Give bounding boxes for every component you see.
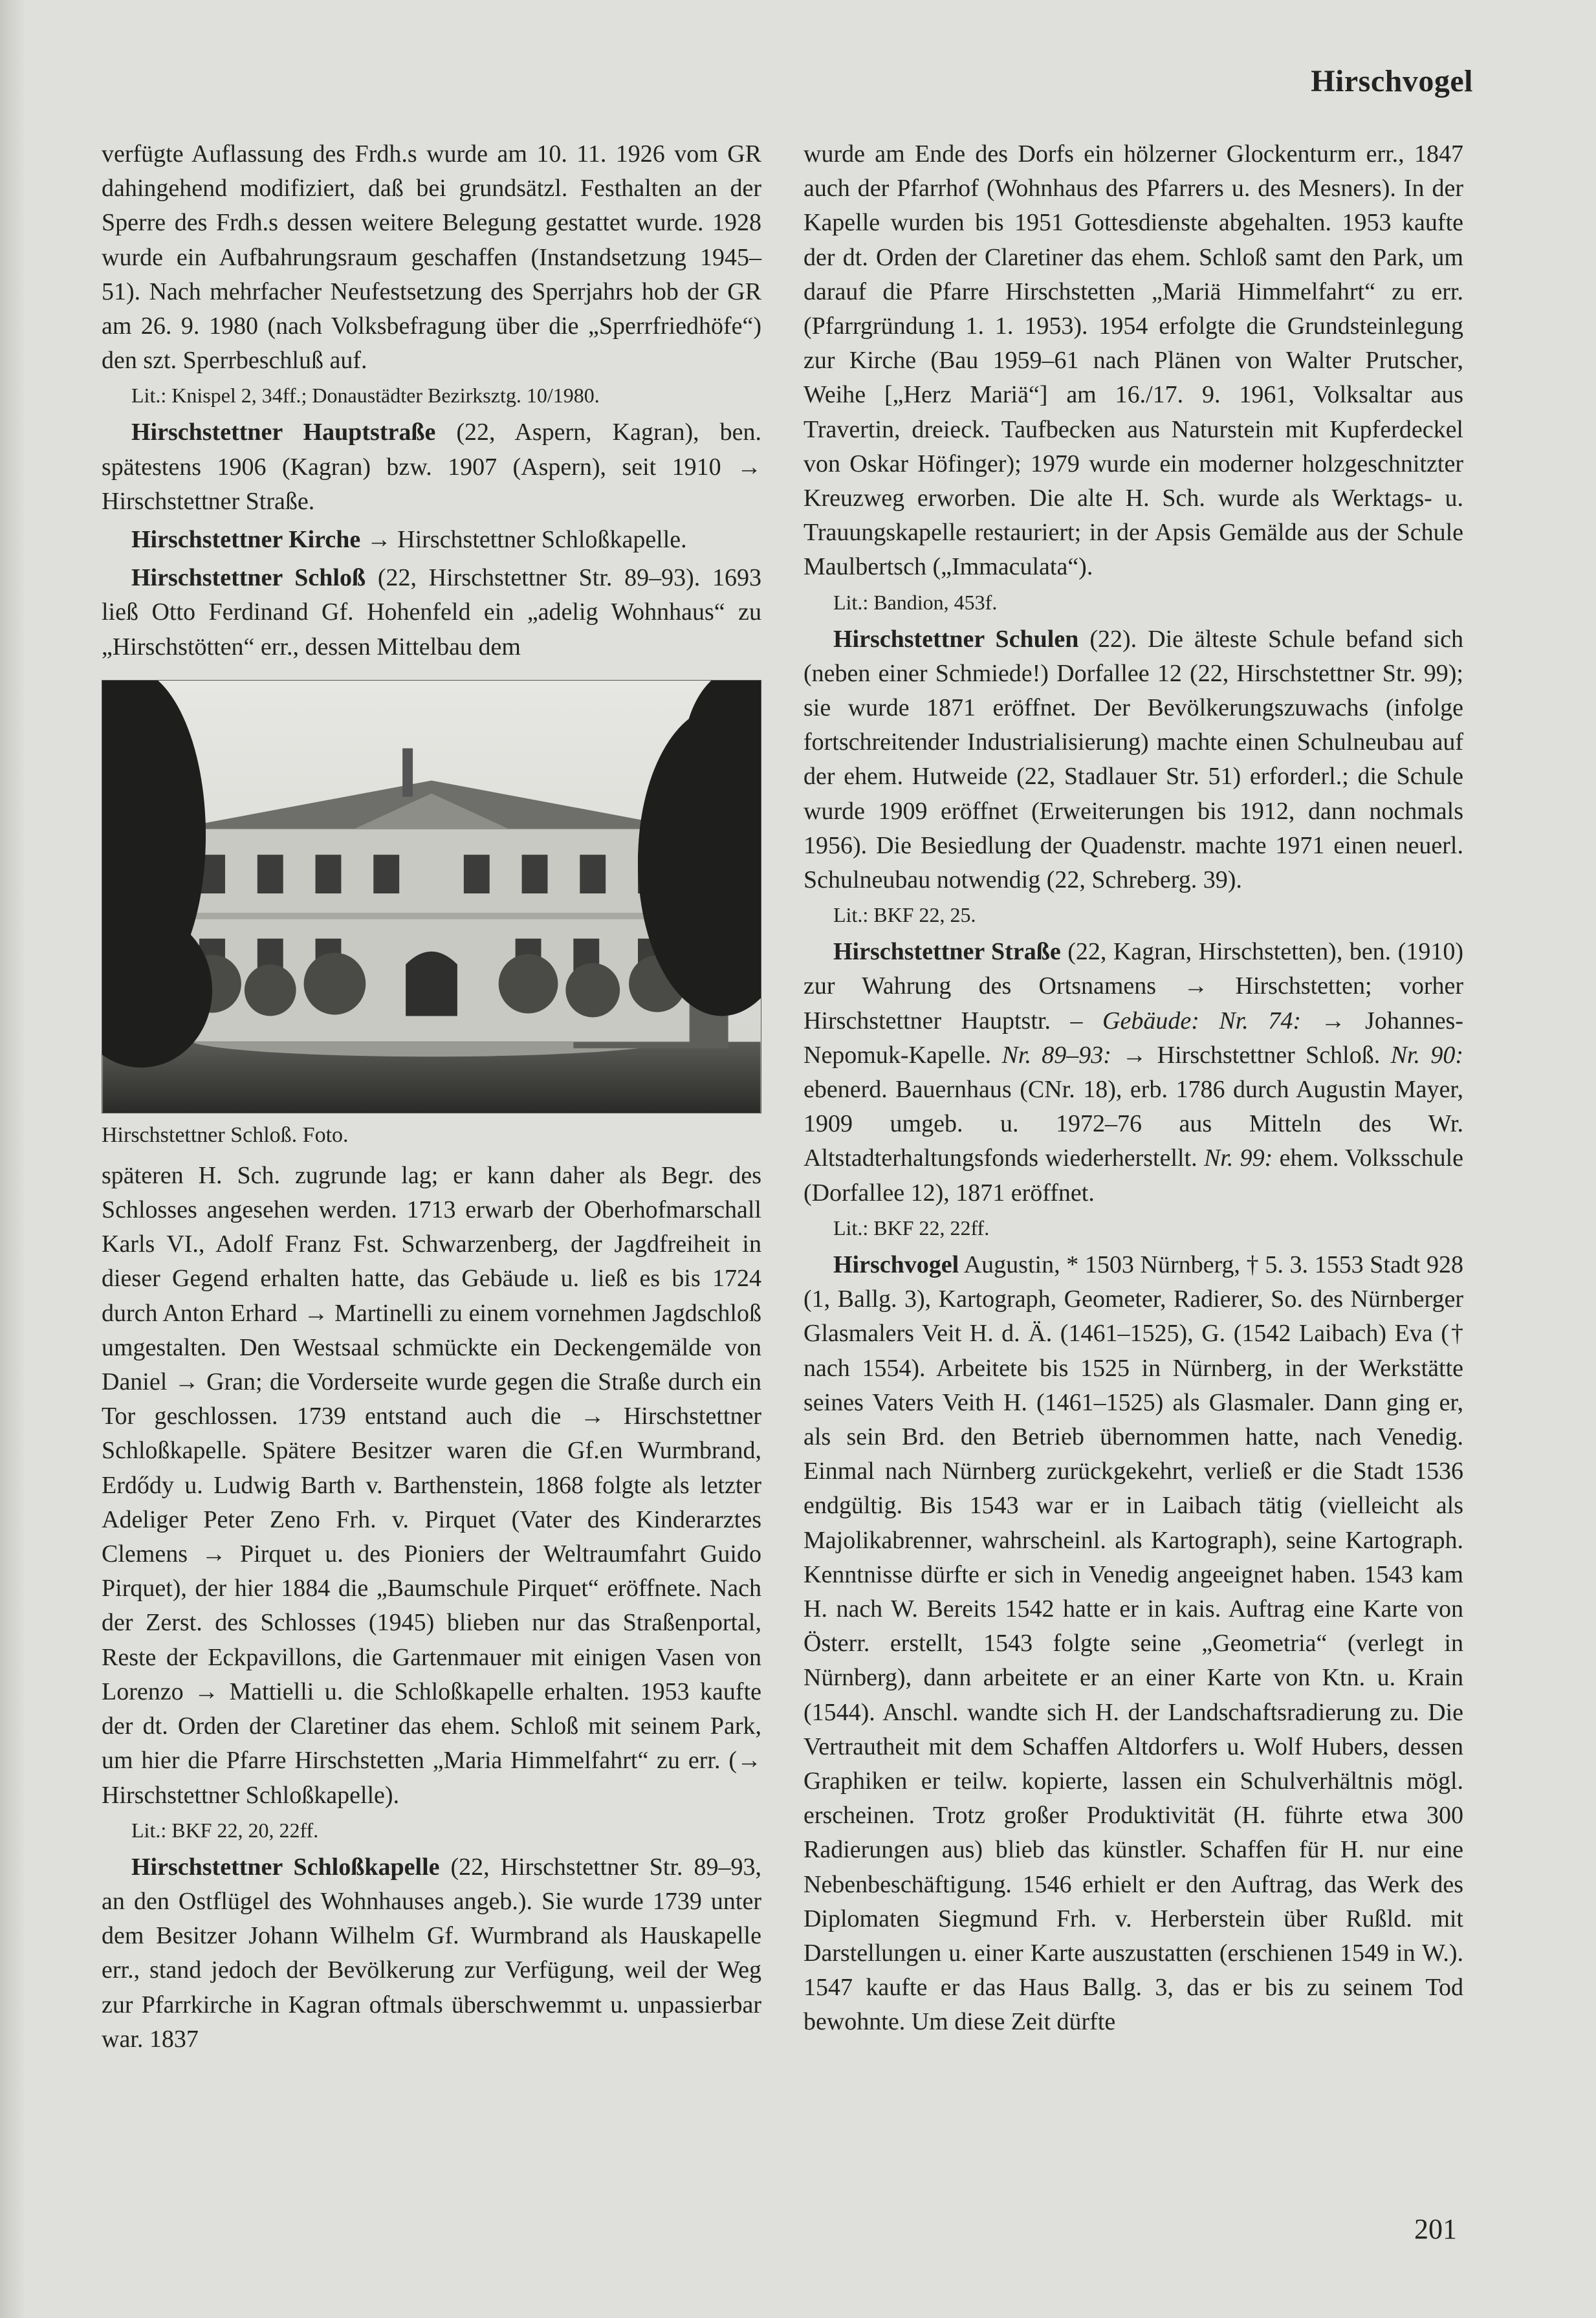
entry-term: Hirschstettner Kirche	[131, 526, 361, 554]
entry-schulen	[803, 622, 1463, 898]
literature-note: Lit.: BKF 22, 25.	[833, 903, 976, 927]
paragraph: wurde am Ende des Dorfs ein hölzerner Glockenturm err., 1847 auch der Pfarrhof (Wohnhaus des Pfarrers u. des Mesners). In der Kapelle wurden bis 1951 Gottesdienste abgehalten. 1953 kaufte der dt. Orden der Claretiner das ehem. Schloß samt den Park, um darauf die Pfarre Hirschstetten „Mariä Himmelfahrt“ zu err. (Pfarrgründung 1. 1. 1953). 1954 erfolgte die Grundsteinlegung zur Kirche (Bau 1959–61 nach Plänen von Walter Prutscher, Weihe [„Herz Mariä“] am 16./17. 9. 1961, Volksaltar aus Travertin, dreieck. Taufbecken aus Naturstein mit Kupferdeckel von Oskar Höfinger); 1979 wurde ein moderner holzgeschnitzter Kreuzweg erworben. Die alte H. Sch. wurde als Werktags- u. Trauungskapelle restauriert; in der Apsis Gemälde aus der Schule Maulbertsch („Immaculata“).	[803, 140, 1463, 581]
running-head: Hirschvogel	[1311, 64, 1473, 98]
paragraph: verfügte Auflassung des Frdh.s wurde am 10. 11. 1926 vom GR dahingehend modifiziert, daß bei grundsätzl. Festhalten an der Sperre des Frdh.s dessen weitere Belegung gestattet wurde. 1928 wurde ein Aufbahrungsraum geschaffen (Instandsetzung 1945–51). Nach mehrfacher Neufestsetzung des Sperrjahrs hob der GR am 26. 9. 1980 (nach Volksbefragung über die „Sperrfriedhöfe“) den szt. Sperrbeschluß auf.	[102, 140, 761, 375]
paragraph: späteren H. Sch. zugrunde lag; er kann daher als Begr. des Schlosses angesehen werden. 1713 erwarb der Oberhofmarschall Karls VI., Adolf Franz Fst. Schwarzenberg, der Jagdfreiheit in dieser Gegend erhalten hatte, das Gebäude u. ließ es bis 1724 durch Anton Erhard → Martinelli zu einem vornehmen Jagdschloß umgestalten. Den Westsaal schmückte ein Deckengemälde von Daniel → Gran; die Vorderseite wurde gegen die Straße durch ein Tor geschlossen. 1739 entstand auch die → Hirschstettner Schloßkapelle. Spätere Besitzer waren die Gf.en Wurmbrand, Erdődy u. Ludwig Barth v. Barthenstein, 1868 folgte als letzter Adeliger Peter Zeno Frh. v. Pirquet (Vater des Kinderarztes Clemens → Pirquet u. des Pioniers der Weltraumfahrt Guido Pirquet), der hier 1884 die „Baumschule Pirquet“ eröffnete. Nach der Zerst. des Schlosses (1945) blieben nur das Straßenportal, Reste der Eckpavillons, die Gartenmauer mit einigen Vasen von Lorenzo → Mattielli u. die Schloßkapelle erhalten. 1953 kaufte der dt. Orden der Claretiner das ehem. Schloß mit seinem Park, um hier die Pfarre Hirschstetten „Maria Himmelfahrt“ zu err. (→ Hirschstettner Schloßkapelle).	[102, 1161, 761, 1809]
entry-text: → Hirschstettner Schloß.	[1111, 1041, 1391, 1069]
entry-hauptstrasse	[102, 415, 761, 519]
schloss-photo	[102, 680, 761, 1113]
entry-strasse	[803, 935, 1463, 1210]
entry-text: (22, Hirschstettner Str. 89–93). 1693 ließ Otto Ferdinand Gf. Hohenfeld ein „adelig Wohnhaus“ zu „Hirschstötten“ err., dessen Mittelbau dem	[102, 564, 761, 661]
figure	[102, 680, 761, 1152]
entry-term: Hirschstettner Hauptstraße	[131, 419, 436, 446]
entry-text: ebenerd. Bauernhaus (CNr. 18), erb. 1786 durch Augustin Mayer, 1909 umgeb. u. 1972–76 aus Mitteln des Wr. Altstadterhaltungsfonds wiederherstellt.	[803, 1076, 1463, 1172]
entry-text: → Hirschstettner Schloßkapelle.	[360, 526, 687, 554]
entry-text: Augustin, * 1503 Nürnberg, † 5. 3. 1553 Stadt 928 (1, Ballg. 3), Kartograph, Geometer, Radierer, So. des Nürnberger Glasmalers Veit H. d. Ä. (1461–1525), G. (1542 Laibach) Eva († nach 1554). Arbeitete bis 1525 in Nürnberg, in der Werkstätte seines Vaters Veith H. (1461–1525) als Glasmaler. Dann ging er, als sein Brd. den Betrieb übernommen hatte, nach Venedig. Einmal nach Nürnberg zurückgekehrt, verließ er die Stadt 1536 endgültig. Bis 1543 war er in Laibach tätig (vielleicht als Majolikabrenner, wahrscheinl. als Kartograph), seine Kartograph. Kenntnisse dürfte er sich in Venedig angeeignet haben. 1543 kam H. nach W. Bereits 1542 hatte er in kais. Auftrag eine Karte von Österr. erstellt, 1543 folgte seine „Geometria“ (verlegt in Nürnberg), dann arbeitete er an einer Karte von Ktn. u. Krain (1544). Anschl. wandte sich H. der Landschaftsradierung zu. Die Vertrautheit mit dem Schaffen Altdorfers u. Wolf Hubers, dessen Graphiken er teilw. kopierte, lassen ein Schulverhältnis mögl. erscheinen. Trotz großer Produktivität (H. führte etwa 300 Radierungen aus) blieb das künstler. Schaffen für H. nur eine Nebenbeschäftigung. 1546 erhielt er den Auftrag, das Werk des Diplomaten Siegmund Frh. v. Herberstein über Rußld. mit Darstellungen u. einer Karte auszustatten (erschienen 1549 in W.). 1547 kaufte er das Haus Ballg. 3, das er bis zu seinem Tod bewohnte. Um diese Zeit dürfte	[803, 1251, 1463, 2036]
entry-schlosskapelle	[102, 1850, 761, 2057]
entry-term: Hirschstettner Schloß	[131, 564, 366, 592]
entry-text: (22). Die älteste Schule befand sich (neben einer Schmiede!) Dorfallee 12 (22, Hirschstettner Str. 99); sie wurde 1871 eröffnet. Der Bevölkerungszuwachs (infolge fortschreitender Industrialisierung) machte einen Schulneubau auf der ehem. Hutweide (22, Stadlauer Str. 51) erforderl.; die Schule wurde 1909 eröffnet (Erweiterungen bis 1912, dann nochmals 1956). Die Besiedlung der Quadenstr. machte 1971 einen neuerl. Schulneubau notwendig (22, Schreberg. 39).	[803, 625, 1463, 894]
entry-italic: Gebäude: Nr. 74:	[1102, 1007, 1301, 1034]
entry-italic: Nr. 99:	[1203, 1144, 1273, 1172]
literature-note: Lit.: Bandion, 453f.	[833, 590, 998, 614]
entry-text: → Johannes-Nepomuk-Kapelle.	[803, 1007, 1464, 1069]
left-column	[102, 137, 761, 2057]
literature-note: Lit.: BKF 22, 20, 22ff.	[131, 1818, 319, 1842]
entry-term: Hirschstettner Schloßkapelle	[131, 1853, 440, 1881]
page-number: 201	[1414, 2213, 1457, 2245]
entry-term: Hirschstettner Straße	[833, 938, 1061, 966]
entry-italic: Nr. 90:	[1390, 1041, 1464, 1069]
entry-kirche	[102, 523, 761, 557]
entry-text: (22, Hirschstettner Str. 89–93, an den Ostflügel des Wohnhauses angeb.). Sie wurde 1739 unter dem Besitzer Johann Wilhelm Gf. Wurmbrand als Hauskapelle err., stand jedoch der Bevölkerung zur Verfügung, weil der Weg zur Pfarrkirche in Kagran oftmals überschwemmt u. unpassierbar war. 1837	[102, 1853, 761, 2053]
literature-note: Lit.: Knispel 2, 34ff.; Donaustädter Bezirksztg. 10/1980.	[131, 384, 600, 408]
entry-text: (22, Kagran, Hirschstetten), ben. (1910) zur Wahrung des Ortsnamens → Hirschstetten; vorher Hirschstettner Hauptstr. –	[803, 938, 1463, 1034]
entry-schloss	[102, 561, 761, 664]
literature-note: Lit.: BKF 22, 22ff.	[833, 1216, 990, 1240]
entry-italic: Nr. 89–93:	[1001, 1041, 1111, 1069]
entry-text: (22, Aspern, Kagran), ben. spätestens 1906 (Kagran) bzw. 1907 (Aspern), seit 1910 → Hirschstettner Straße.	[102, 419, 761, 515]
entry-hirschvogel	[803, 1248, 1463, 2040]
figure-caption: Hirschstettner Schloß. Foto.	[102, 1122, 349, 1147]
entry-term: Hirschstettner Schulen	[833, 625, 1079, 653]
entry-text: ehem. Volksschule (Dorfallee 12), 1871 eröffnet.	[803, 1144, 1463, 1207]
page-edge-shadow	[0, 0, 26, 2318]
entry-term: Hirschvogel	[833, 1251, 959, 1278]
right-column	[803, 137, 1463, 2040]
